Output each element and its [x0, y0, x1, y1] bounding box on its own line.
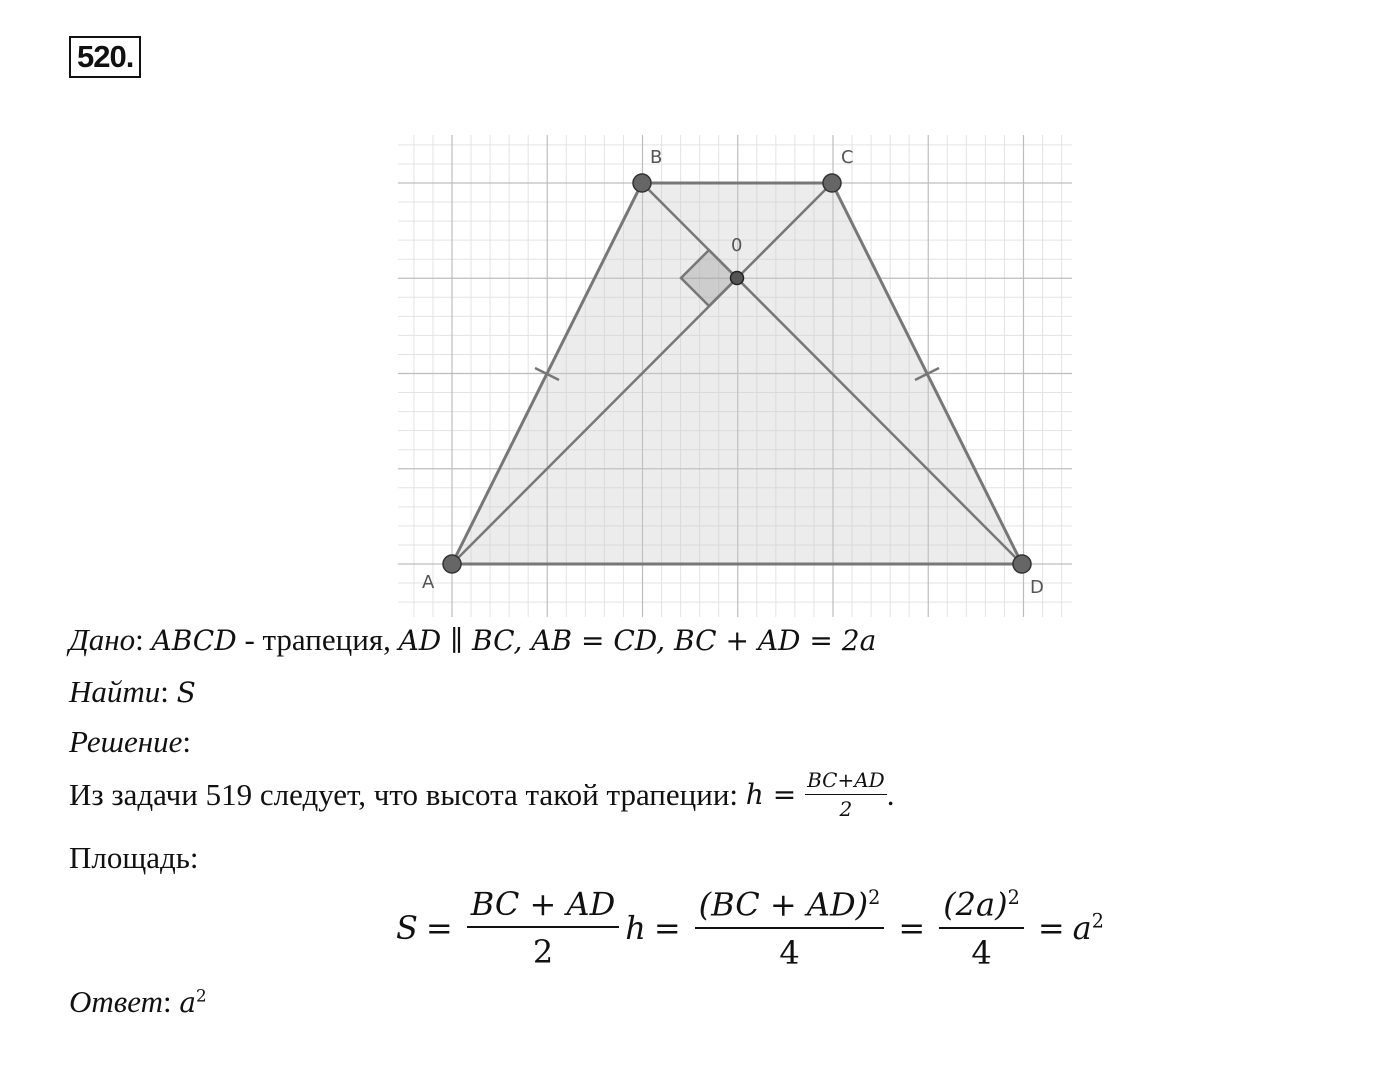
formula-h: h: [625, 909, 646, 948]
formula-fraction-3-num: $(2a)^2$: [939, 888, 1024, 929]
solution-line: [69, 724, 191, 760]
formula-fraction-3-den: 4: [971, 933, 992, 972]
answer-label: Ответ: [69, 984, 163, 1019]
height-fraction-denominator: 2: [839, 797, 853, 821]
formula-fraction-1-den: 2: [532, 933, 554, 972]
step1-lhs: h =: [745, 778, 806, 811]
point-c: [823, 174, 841, 192]
trapezoid-figure: [398, 135, 1072, 617]
given-line: [69, 622, 876, 658]
given-figure-name: ABCD: [151, 624, 237, 657]
step1-text: Из задачи 519 следует, что высота такой трапеции:: [69, 776, 746, 812]
label-b: B: [650, 147, 663, 168]
label-c: C: [841, 147, 854, 168]
answer-value: $a^2$: [179, 985, 207, 1019]
answer-line: [69, 984, 207, 1020]
solution-colon: :: [182, 724, 191, 759]
point-d: [1013, 555, 1031, 573]
formula-fraction-3: [939, 885, 1024, 972]
given-conditions: AD ∥ BC, AB = CD, BC + AD = 2a: [398, 624, 877, 657]
height-fraction: [805, 768, 887, 821]
formula-fraction-1: [467, 885, 620, 972]
formula-s: S: [396, 909, 418, 948]
find-label: Найти: [69, 674, 161, 709]
area-line: [69, 840, 199, 876]
answer-colon: :: [162, 984, 172, 1019]
given-colon: :: [135, 622, 144, 657]
formula-eq-4: =: [1037, 909, 1065, 948]
problem-number: 520.: [69, 36, 141, 78]
formula-eq-1: =: [425, 909, 453, 948]
area-formula: [396, 885, 1104, 972]
given-text: - трапеция,: [236, 622, 399, 657]
given-label: Дано: [69, 622, 136, 657]
step1-end: .: [886, 776, 895, 812]
label-d: D: [1030, 577, 1044, 598]
find-line: [69, 674, 196, 710]
formula-eq-3: =: [898, 909, 926, 948]
area-label: Площадь:: [69, 840, 199, 875]
formula-fraction-1-num: BC + AD: [467, 888, 620, 928]
formula-eq-2: =: [653, 909, 681, 948]
formula-result: $a^2$: [1072, 909, 1104, 948]
point-b: [633, 174, 651, 192]
point-a: [443, 555, 461, 573]
point-o: [731, 272, 744, 285]
step1-line: [69, 768, 894, 821]
height-fraction-numerator: BC+AD: [805, 768, 887, 795]
label-a: A: [422, 572, 435, 593]
formula-fraction-2-den: 4: [779, 933, 800, 972]
find-value: S: [176, 676, 196, 709]
formula-fraction-2: [695, 885, 885, 972]
find-colon: :: [160, 674, 169, 709]
label-o: 0: [731, 235, 743, 256]
solution-label: Решение: [69, 724, 183, 759]
formula-fraction-2-num: (BC + AD)$^2$: [695, 888, 885, 929]
